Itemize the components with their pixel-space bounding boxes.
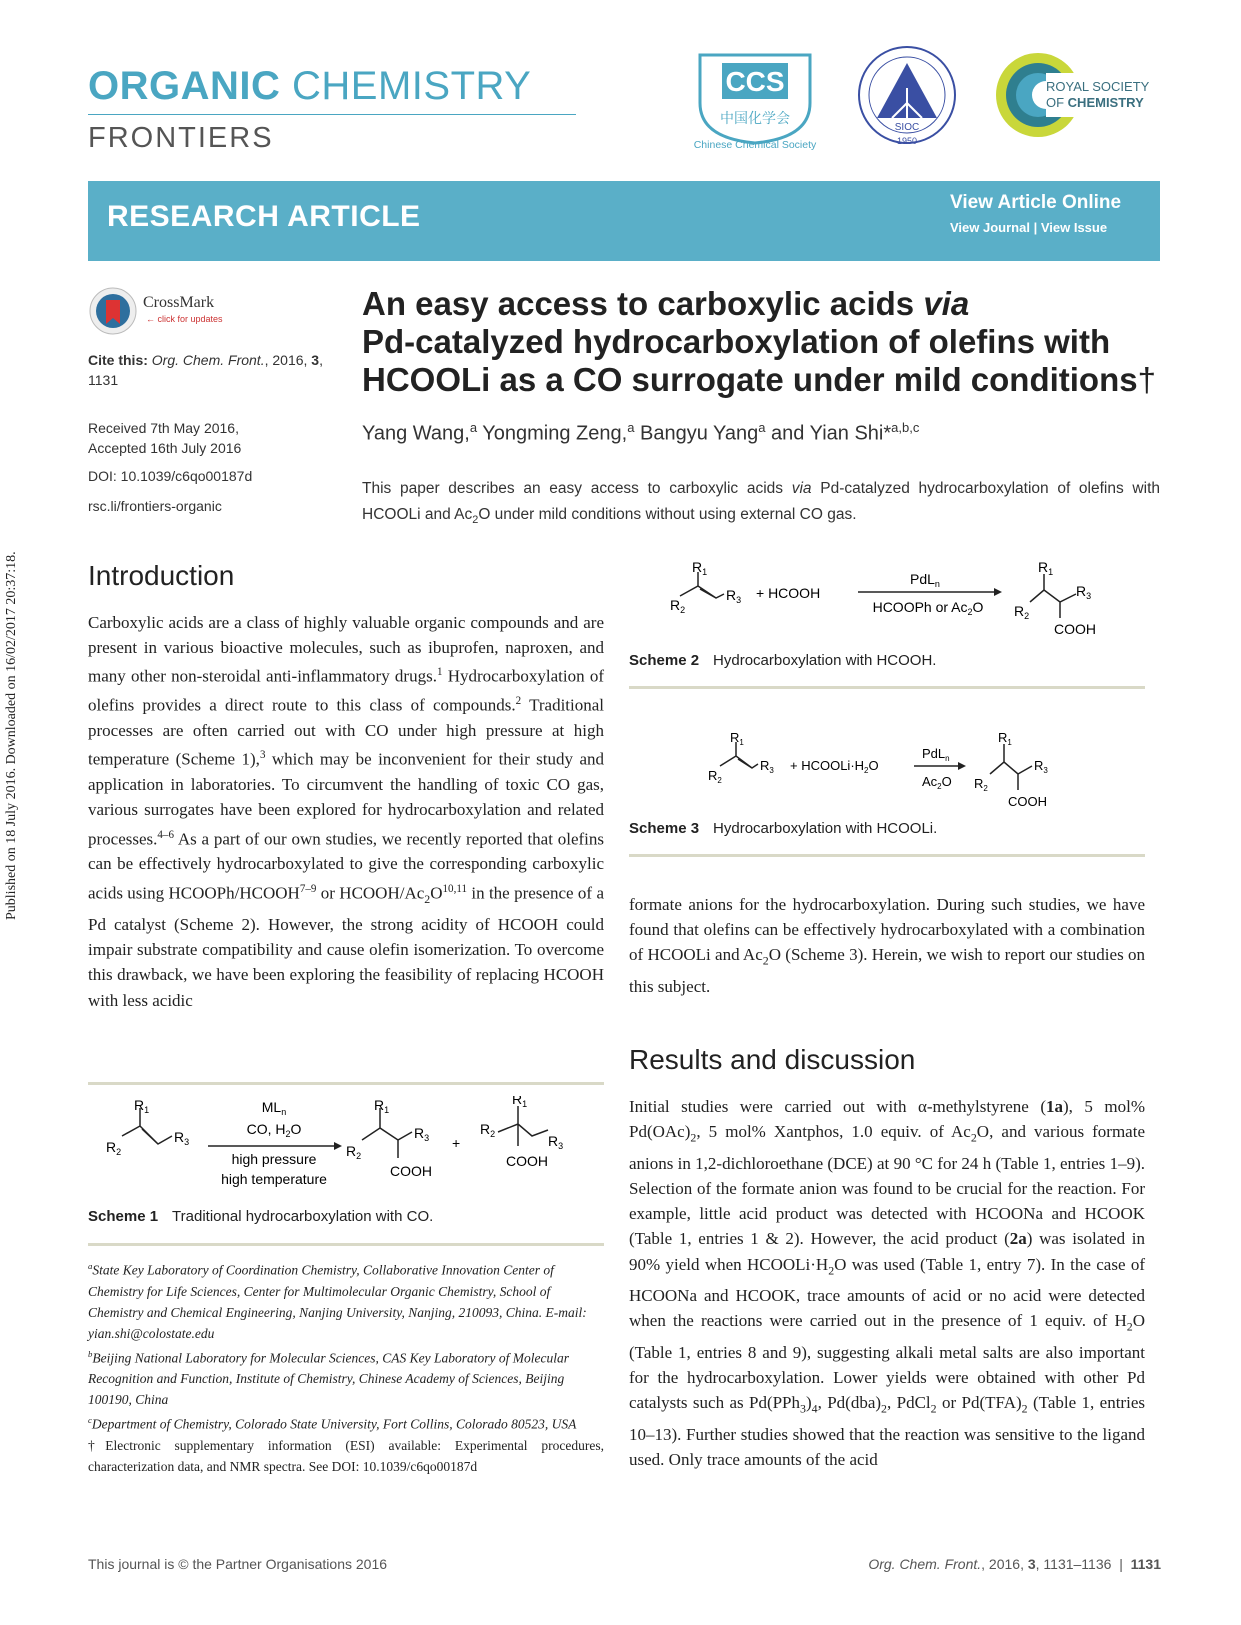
journal-subtitle: FRONTIERS bbox=[88, 122, 274, 154]
crossmark-sub: ← click for updates bbox=[146, 314, 223, 324]
svg-text:CO, H2O: CO, $H_2O$ bbox=[246, 1121, 302, 1139]
cite-this: Cite this: Org. Chem. Front., 2016, 3, 1131 bbox=[88, 352, 323, 388]
svg-text:high pressure: high pressure bbox=[231, 1151, 317, 1167]
svg-text:R2: $R_2$ bbox=[708, 768, 722, 785]
svg-text:COOH: COOH bbox=[1008, 794, 1047, 809]
scheme3-caption: Scheme 3 Hydrocarboxylation with HCOOLi. bbox=[629, 820, 938, 837]
article-type: RESEARCH ARTICLE bbox=[107, 200, 421, 233]
svg-text:PdLn: PdL$_n$ bbox=[922, 746, 950, 763]
svg-text:R1: $R_1$ bbox=[692, 560, 708, 577]
footer-citation: Org. Chem. Front., 2016, 3, 1131–1136 | 1131 bbox=[868, 1556, 1161, 1572]
sioc-logo-text: SIOC bbox=[894, 122, 920, 133]
svg-text:R1: $R_1$ bbox=[374, 1097, 390, 1115]
svg-text:high temperature: high temperature bbox=[221, 1171, 327, 1187]
page-number: 1131 bbox=[1130, 1556, 1161, 1572]
view-journal-link[interactable]: View Journal bbox=[950, 220, 1030, 235]
sioc-logo-year: 1950 bbox=[896, 136, 918, 146]
footnote-a: $^a$State Key Laboratory of Coordination Chemistry, Collaborative Innovation Center of Chemistry for Life Sciences, Center for Multimolecular Organic Chemistry, School of Chemistry and Chemical Engineering, Nanjing University, Nanjing, 210093, China. E-mail: yian.shi@colostate.edu bbox=[88, 1261, 587, 1341]
svg-text:+: + bbox=[452, 1135, 461, 1151]
svg-text:R1: $R_1$ bbox=[512, 1096, 528, 1109]
received-date: Received 7th May 2016, bbox=[88, 420, 239, 436]
svg-text:COOH: COOH bbox=[1054, 621, 1096, 637]
journal-url[interactable]: rsc.li/frontiers-organic bbox=[88, 498, 222, 514]
article-title: An easy access to carboxylic acids via Pd-catalyzed hydrocarboxylation of olefins with HCOOLi as a CO surrogate under mild conditions† bbox=[362, 285, 1156, 398]
results-heading: Results and discussion bbox=[629, 1044, 916, 1075]
svg-text:R3: $R_3$ bbox=[760, 758, 774, 775]
abstract: This paper describes an easy access to carboxylic acids via Pd-catalyzed hydrocarboxylation of olefins with HCOOLi and $Ac_2O$ under mild conditions without using external CO gas. bbox=[362, 480, 1160, 527]
svg-text:R3: $R_3$ bbox=[1076, 583, 1092, 601]
footer-copyright: This journal is © the Partner Organisations 2016 bbox=[88, 1556, 388, 1572]
svg-text:R2: $R_2$ bbox=[106, 1139, 122, 1157]
svg-text:R1: $R_1$ bbox=[730, 730, 744, 747]
svg-text:+ HCOOLi·H2O: + $HCOOLi\cdot H_2O$ bbox=[790, 758, 879, 775]
journal-name: ORGANIC CHEMISTRY bbox=[88, 64, 532, 108]
scheme2-graphic bbox=[660, 560, 1120, 640]
ccs-logo-caption: Chinese Chemical Society bbox=[693, 139, 817, 151]
footnote-c: $^c$Department of Chemistry, Colorado State University, Fort Collins, Colorado 80523, USA bbox=[88, 1415, 577, 1432]
ccs-logo bbox=[690, 43, 820, 153]
svg-text:MLn: $ML_n$ bbox=[261, 1099, 287, 1117]
footnote-b: $^b$Beijing National Laboratory for Molecular Sciences, CAS Key Laboratory of Molecular Recognition and Function, Institute of Chemistry, Chinese Academy of Sciences, Beijing 100190, China bbox=[88, 1348, 569, 1407]
view-links: View Journal | View Issue bbox=[950, 220, 1108, 235]
svg-text:PdLn: PdL$_n$ bbox=[910, 571, 940, 589]
svg-text:+ HCOOH: + HCOOH bbox=[756, 585, 821, 601]
svg-text:R3: $R_3$ bbox=[414, 1125, 430, 1143]
scheme1-graphic bbox=[100, 1096, 600, 1196]
view-issue-link[interactable]: View Issue bbox=[1040, 220, 1108, 235]
svg-text:R2: $R_2$ bbox=[974, 776, 988, 793]
scheme1-bottom-rule bbox=[88, 1243, 604, 1246]
accepted-date: Accepted 16th July 2016 bbox=[88, 440, 242, 456]
crossmark-badge[interactable] bbox=[88, 286, 228, 336]
svg-text:R3: $R_3$ bbox=[174, 1129, 190, 1147]
ccs-logo-text: CCS bbox=[725, 66, 785, 97]
svg-text:COOH: COOH bbox=[506, 1153, 548, 1169]
scheme2-rule bbox=[629, 686, 1145, 689]
svg-text:Ac2O: $Ac_2O$ bbox=[922, 774, 952, 791]
svg-text:R3: $R_3$ bbox=[548, 1133, 564, 1151]
svg-text:R1: $R_1$ bbox=[1038, 560, 1054, 577]
ccs-logo-cn: 中国化学会 bbox=[720, 110, 790, 126]
rsc-logo bbox=[990, 43, 1160, 153]
svg-text:R1: $R_1$ bbox=[998, 730, 1012, 747]
svg-text:R2: $R_2$ bbox=[1014, 603, 1030, 621]
right-column-paragraph: formate anions for the hydrocarboxylation. During such studies, we have found that olefins can be effectively hydrocarboxylated with a combination of HCOOLi and $Ac_2O$ (Scheme 3). Herein, we wish to report our studies on this subject. bbox=[629, 895, 1145, 996]
crossmark-label: CrossMark bbox=[143, 294, 215, 311]
rsc-logo-line1: ROYAL SOCIETY bbox=[1046, 79, 1150, 94]
scheme3-graphic bbox=[700, 730, 1100, 810]
journal-rule bbox=[88, 114, 576, 115]
sioc-logo bbox=[852, 43, 962, 153]
rsc-logo-line2: OF CHEMISTRY bbox=[1046, 95, 1144, 110]
scheme2-caption: Scheme 2 Hydrocarboxylation with HCOOH. bbox=[629, 652, 937, 669]
svg-text:COOH: COOH bbox=[390, 1163, 432, 1179]
svg-text:R2: $R_2$ bbox=[670, 597, 686, 615]
svg-text:R2: $R_2$ bbox=[480, 1121, 496, 1139]
intro-heading: Introduction bbox=[88, 560, 235, 591]
scheme3-rule bbox=[629, 854, 1145, 857]
results-paragraph: Initial studies were carried out with α-methylstyrene (1a), 5 mol% $Pd(OAc)_2$, 5 mol% Xantphos, 1.0 equiv. of $Ac_2O$, and various formate anions in 1,2-dichloroethane (DCE) at 90 °C for 24 h (Table 1, entries 1–9). Selection of the formate anion was found to be crucial for the reaction. For example, little acid product was detected with HCOONa and HCOOK (Table 1, entries 1 & 2). However, the acid product (2a) was isolated in 90% yield when $HCOOLi\cdot H_2O$ was used (Table 1, entry 7). In the case of HCOONa and HCOOK, trace amounts of acid or no acid were detected when the reactions were carried out in the presence of 1 equiv. of $H_2O$ (Table 1, entries 8 and 9), suggesting alkali metal salts are also important for the hydrocarboxylation. Lower yields were obtained with other Pd catalysts such as $Pd(PPh_3)_4$, $Pd(dba)_2$, PdCl$_2$ or $Pd(TFA)_2$ (Table 1, entries 10–13). Further studies showed that the reaction was sensitive to the ligand used. Only trace amounts of the acid bbox=[629, 1097, 1145, 1470]
scheme1-caption: Scheme 1 Traditional hydrocarboxylation with CO. bbox=[88, 1208, 434, 1225]
intro-paragraph: Carboxylic acids are a class of highly valuable organic compounds and are present in various bioactive molecules, such as ibuprofen, naproxen, and many other non-steroidal anti-inflammatory drugs.$^1$ Hydrocarboxylation of olefins provides a direct route to this class of compounds.$^2$ Traditional processes are often carried out with CO under high pressure at high temperature (Scheme 1),$^3$ which may be inconvenient for their study and application in laboratories. To circumvent the handling of toxic CO gas, various surrogates have been explored for hydrocarboxylation and related processes.$^{4-6}$ As a part of our own studies, we recently reported that olefins can be effectively hydrocarboxylated to give the corresponding carboxylic acids using HCOOPh/HCOOH$^{7-9}$ or HCOOH/$Ac_2O^{10,11}$ in the presence of a Pd catalyst (Scheme 2). However, the strong acidity of HCOOH could impair substrate compatibility and cause olefin isomerization. To overcome this drawback, we have been exploring the feasibility of replacing HCOOH with less acidic bbox=[88, 613, 605, 1010]
svg-text:HCOOPh or Ac2O: HCOOPh or $Ac_2O$ bbox=[872, 599, 984, 617]
footnote-esi: †Electronic supplementary information (ESI) available: Experimental procedures, characterization data, and NMR spectra. See DOI: 10.1039/c6qo00187d bbox=[88, 1437, 604, 1474]
scheme1-top-rule bbox=[88, 1082, 604, 1085]
svg-text:R3: $R_3$ bbox=[726, 587, 742, 605]
doi: DOI: 10.1039/c6qo00187d bbox=[88, 468, 253, 484]
footnotes bbox=[88, 1256, 604, 1477]
svg-text:R3: $R_3$ bbox=[1034, 758, 1048, 775]
crossmark-icon bbox=[88, 286, 138, 336]
svg-text:R1: $R_1$ bbox=[134, 1097, 150, 1115]
author-list: Yang Wang,$^a$ Yongming Zeng,$^a$ Bangyu Yang$^a$ and Yian Shi*$^{a,b,c}$ bbox=[362, 420, 920, 445]
view-article-online-link[interactable]: View Article Online bbox=[950, 192, 1122, 213]
publication-sidebar-text: Published on 18 July 2016. Downloaded on 16/02/2017 20:37:18. bbox=[4, 551, 19, 920]
svg-text:R2: $R_2$ bbox=[346, 1143, 362, 1161]
